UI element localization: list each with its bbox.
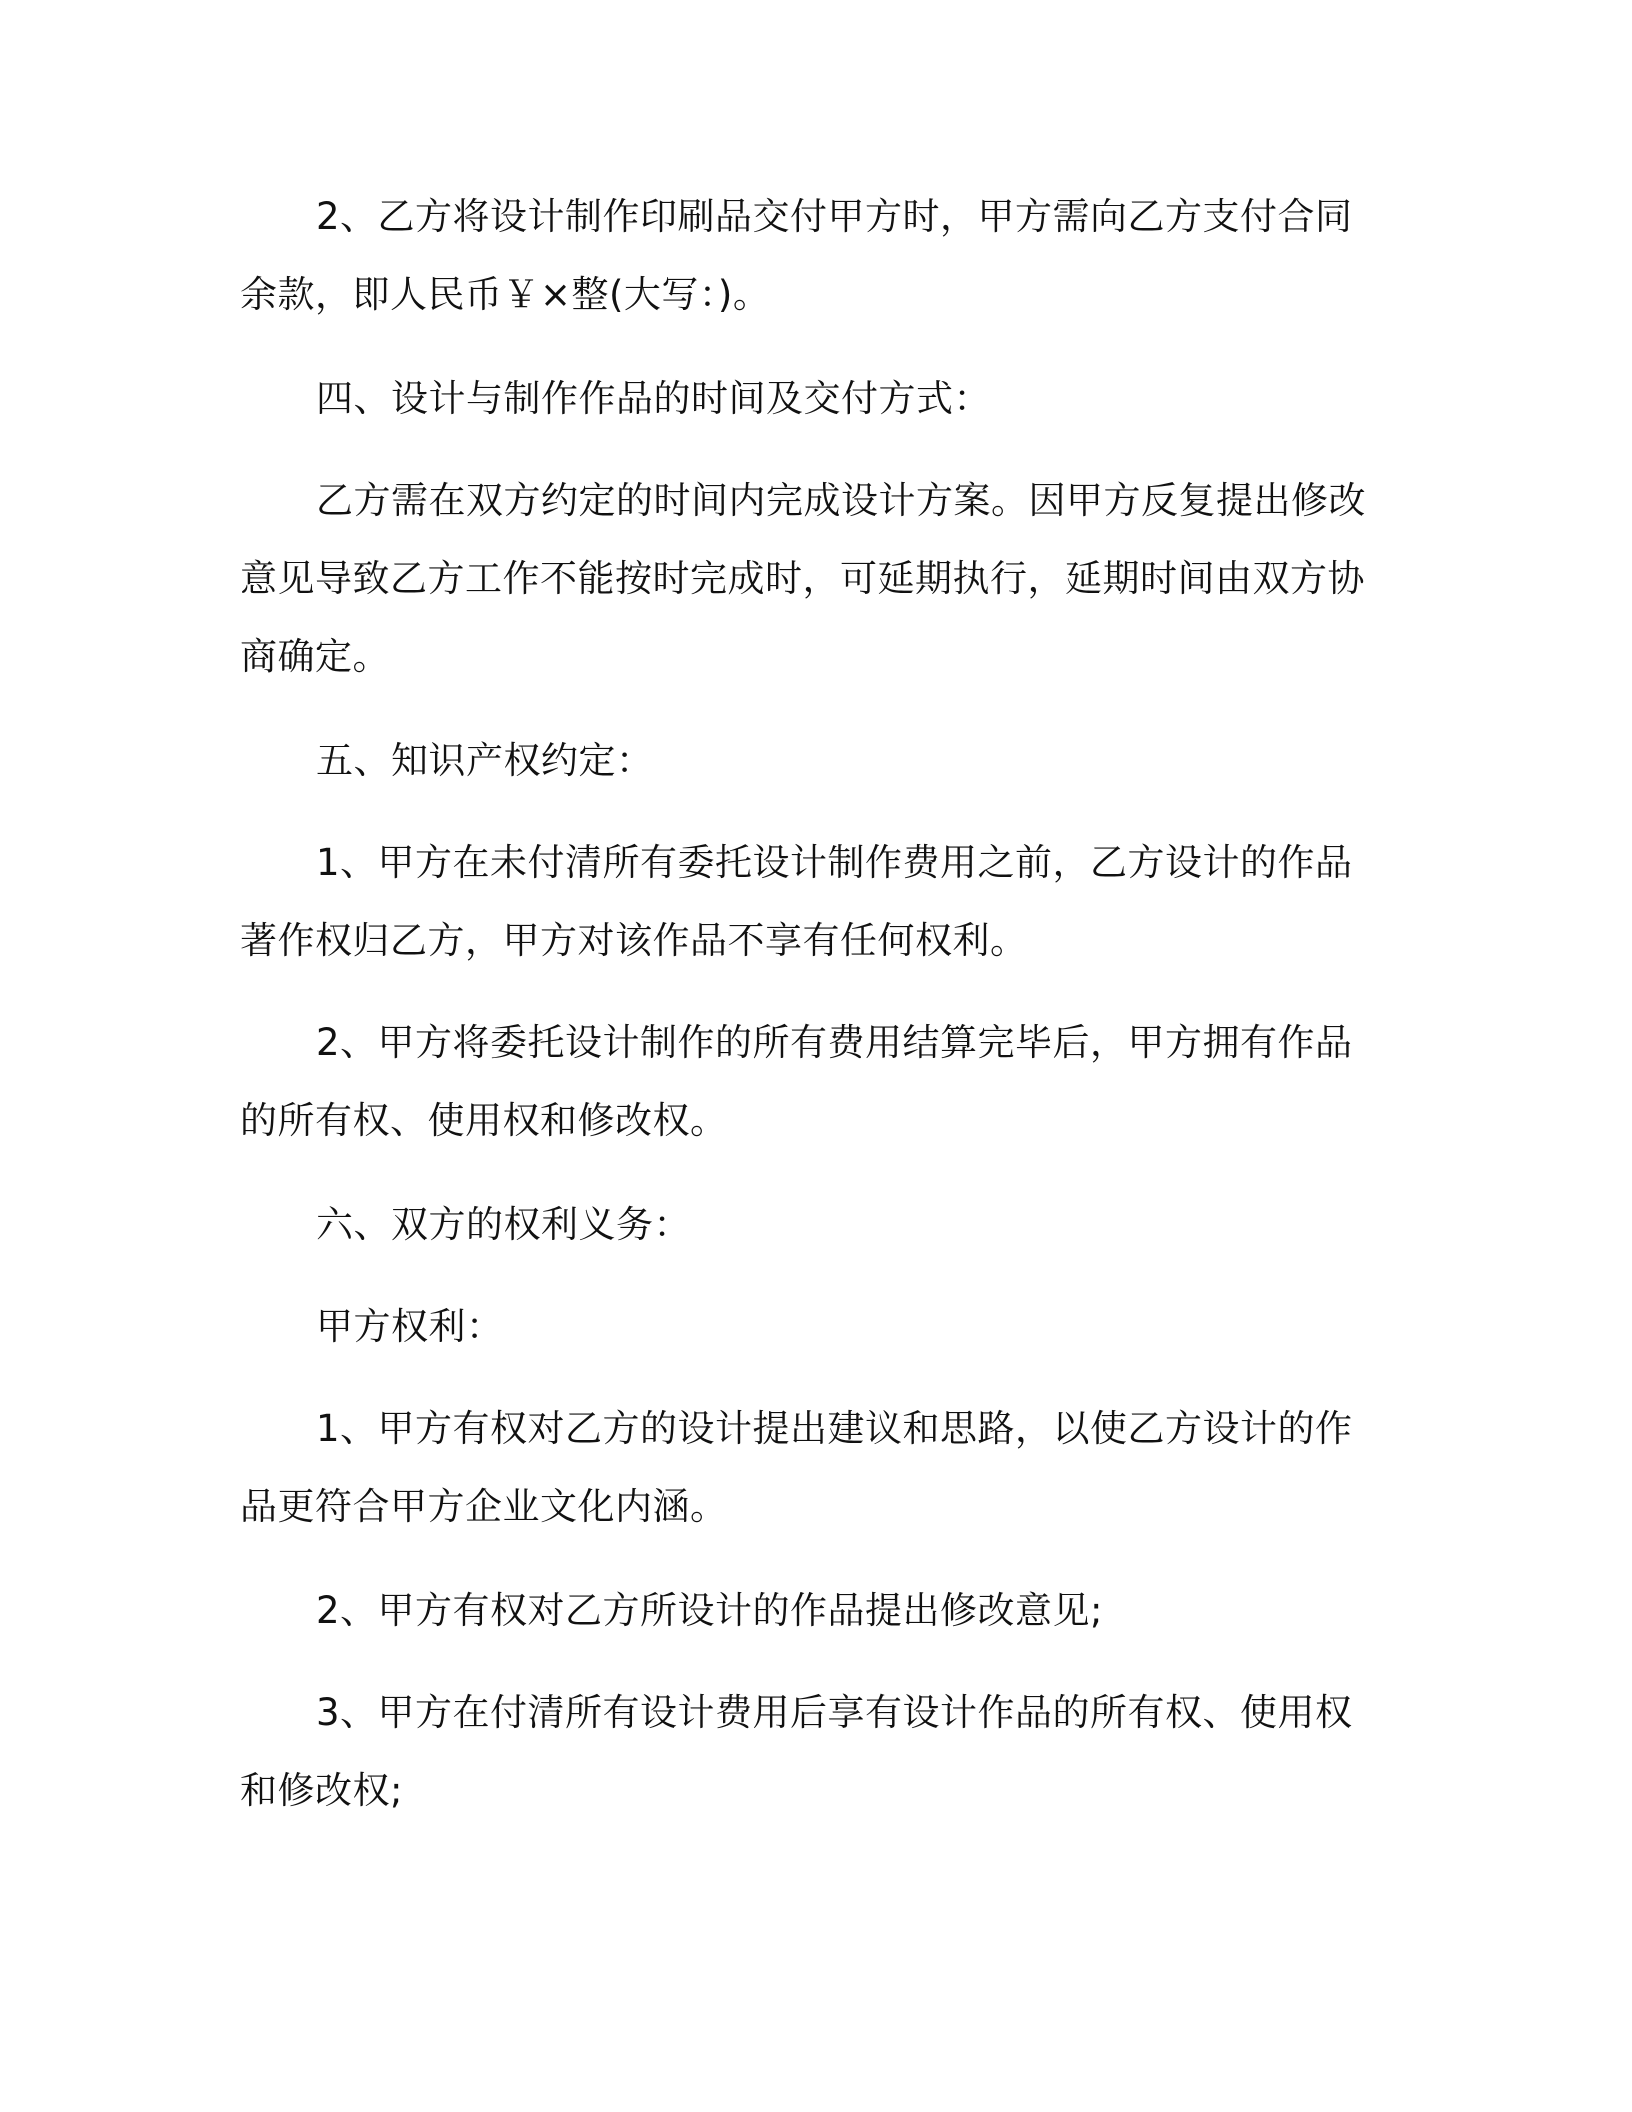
subheading-party-a-rights: 甲方权利： xyxy=(316,1305,504,1348)
section-heading-delivery: 四、设计与制作作品的时间及交付方式： xyxy=(316,377,991,420)
section-heading-ip: 五、知识产权约定： xyxy=(316,739,654,782)
clause-design-schedule: 乙方需在双方约定的时间内完成设计方案。因甲方反复提出修改意见导致乙方工作不能按时完成时，可延期执行，延期时间由双方协商确定。 xyxy=(240,479,1366,678)
clause-party-a-ownership: 3、甲方在付清所有设计费用后享有设计作品的所有权、使用权和修改权; xyxy=(240,1691,1353,1812)
clause-balance-payment: 2、乙方将设计制作印刷品交付甲方时，甲方需向乙方支付合同余款，即人民币￥×整(大写：)。 xyxy=(240,195,1353,316)
clause-ownership-after-payment: 2、甲方将委托设计制作的所有费用结算完毕后，甲方拥有作品的所有权、使用权和修改权。 xyxy=(240,1021,1353,1142)
clause-party-a-revisions: 2、甲方有权对乙方所设计的作品提出修改意见; xyxy=(316,1589,1104,1632)
clause-copyright-before-payment: 1、甲方在未付清所有委托设计制作费用之前，乙方设计的作品著作权归乙方，甲方对该作品不享有任何权利。 xyxy=(240,841,1353,962)
clause-party-a-suggestions: 1、甲方有权对乙方的设计提出建议和思路，以使乙方设计的作品更符合甲方企业文化内涵。 xyxy=(240,1407,1353,1528)
section-heading-rights-obligations: 六、双方的权利义务： xyxy=(316,1203,691,1246)
